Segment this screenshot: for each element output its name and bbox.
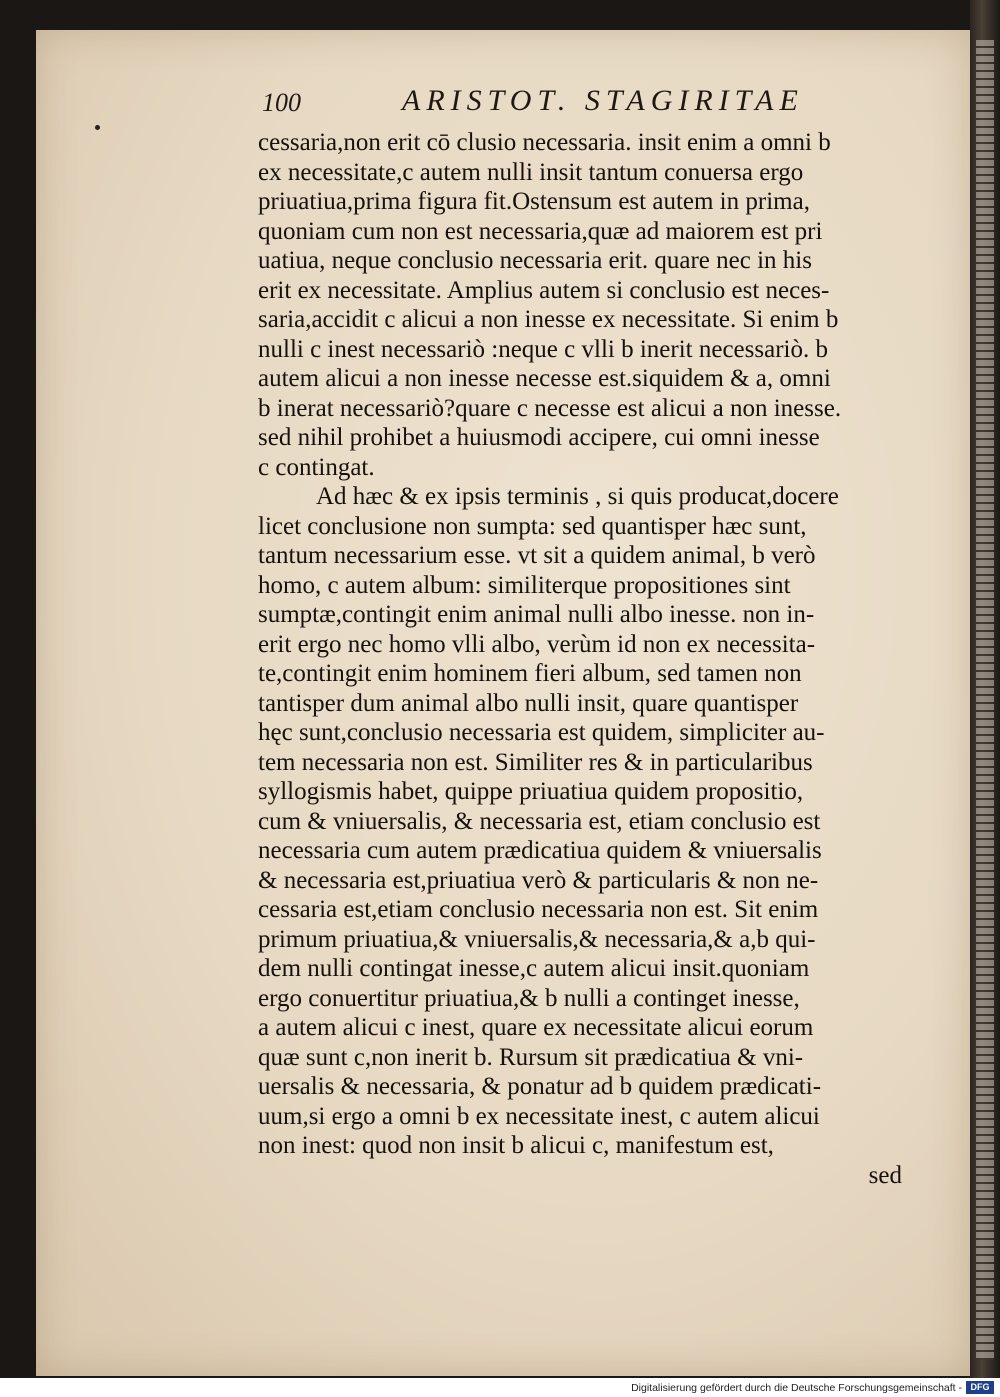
page-header [262, 84, 862, 124]
text-line: necessaria cum autem prædicatiua quidem & vniuersalis [258, 837, 822, 864]
text-line: nulli c inest necessariò :neque c vlli b inerit necessariò. b [258, 335, 828, 363]
text-line: & necessaria est,priuatiua verò & particularis & non ne- [258, 866, 819, 894]
running-title: ARISTOT. STAGIRITAE [402, 84, 804, 117]
text-line: saria,accidit c alicui a non inesse ex necessitate. Si enim b [258, 306, 839, 333]
text-line: te,contingit enim hominem fieri album, sed tamen non [258, 660, 802, 687]
text-line: uatiua, neque conclusio necessaria erit. quare nec in his [258, 247, 812, 274]
text-line: ex necessitate,c autem nulli insit tantum conuersa ergo [258, 158, 804, 186]
text-line: b inerat necessariò?quare c necesse est alicui a non inesse. [258, 394, 842, 422]
text-line: non inest: quod non insit b alicui c, manifestum est, [258, 1132, 774, 1159]
ink-mark [95, 125, 100, 130]
text-line: syllogismis habet, quippe priuatiua quidem propositio, [258, 778, 804, 805]
body-text [258, 128, 938, 1190]
text-line: erit ergo nec homo vlli albo, verùm id non ex necessita- [258, 630, 816, 658]
text-line: a autem alicui c inest, quare ex necessitate alicui eorum [258, 1014, 814, 1041]
text-line: uersalis & necessaria, & ponatur ad b quidem prædicati- [258, 1073, 822, 1100]
text-line: c contingat. [258, 453, 375, 481]
text-line: erit ex necessitate. Amplius autem si conclusio est neces- [258, 276, 830, 304]
catchword: sed [868, 1161, 902, 1189]
paragraph-start-line: Ad hæc & ex ipsis terminis , si quis producat,docere [316, 483, 839, 510]
text-line: primum priuatiua,& vniuersalis,& necessaria,& a,b qui- [258, 925, 816, 953]
text-line: ergo conuertitur priuatiua,& b nulli a continget inesse, [258, 984, 800, 1012]
text-line: cum & vniuersalis, & necessaria est, etiam conclusio est [258, 807, 821, 835]
text-line: licet conclusione non sumpta: sed quantisper hæc sunt, [258, 512, 807, 540]
text-line: quæ sunt c,non inerit b. Rursum sit prædicatiua & vni- [258, 1043, 804, 1071]
scan-ruler [976, 40, 994, 1360]
funding-credit: Digitalisierung gefördert durch die Deutsche Forschungsgemeinschaft - [631, 1382, 962, 1394]
text-line: cessaria est,etiam conclusio necessaria non est. Sit enim [258, 896, 819, 923]
text-line: priuatiua,prima figura fit.Ostensum est autem in prima, [258, 188, 810, 215]
text-line: autem alicui a non inesse necesse est.siquidem & a, omni [258, 365, 831, 392]
text-line: sumptæ,contingit enim animal nulli albo inesse. non in- [258, 601, 815, 628]
page-number: 100 [262, 88, 301, 117]
digitization-footer [0, 1378, 1000, 1397]
text-line: hęc sunt,conclusio necessaria est quidem, simpliciter au- [258, 719, 825, 746]
text-line: cessaria,non erit cō clusio necessaria. insit enim a omni b [258, 129, 831, 156]
text-line: dem nulli contingat inesse,c autem alicui insit.quoniam [258, 955, 810, 982]
text-line: tem necessaria non est. Similiter res & in particularibus [258, 748, 813, 776]
text-line: tantisper dum animal albo nulli insit, quare quantisper [258, 689, 799, 717]
text-line: sed nihil prohibet a huiusmodi accipere, cui omni inesse [258, 424, 820, 451]
text-line: homo, c autem album: similiterque propositiones sint [258, 571, 791, 599]
dfg-logo: DFG [966, 1381, 994, 1394]
text-line: uum,si ergo a omni b ex necessitate inest, c autem alicui [258, 1102, 820, 1130]
text-line: tantum necessarium esse. vt sit a quidem animal, b verò [258, 542, 816, 569]
text-line: quoniam cum non est necessaria,quæ ad maiorem est pri [258, 217, 823, 245]
